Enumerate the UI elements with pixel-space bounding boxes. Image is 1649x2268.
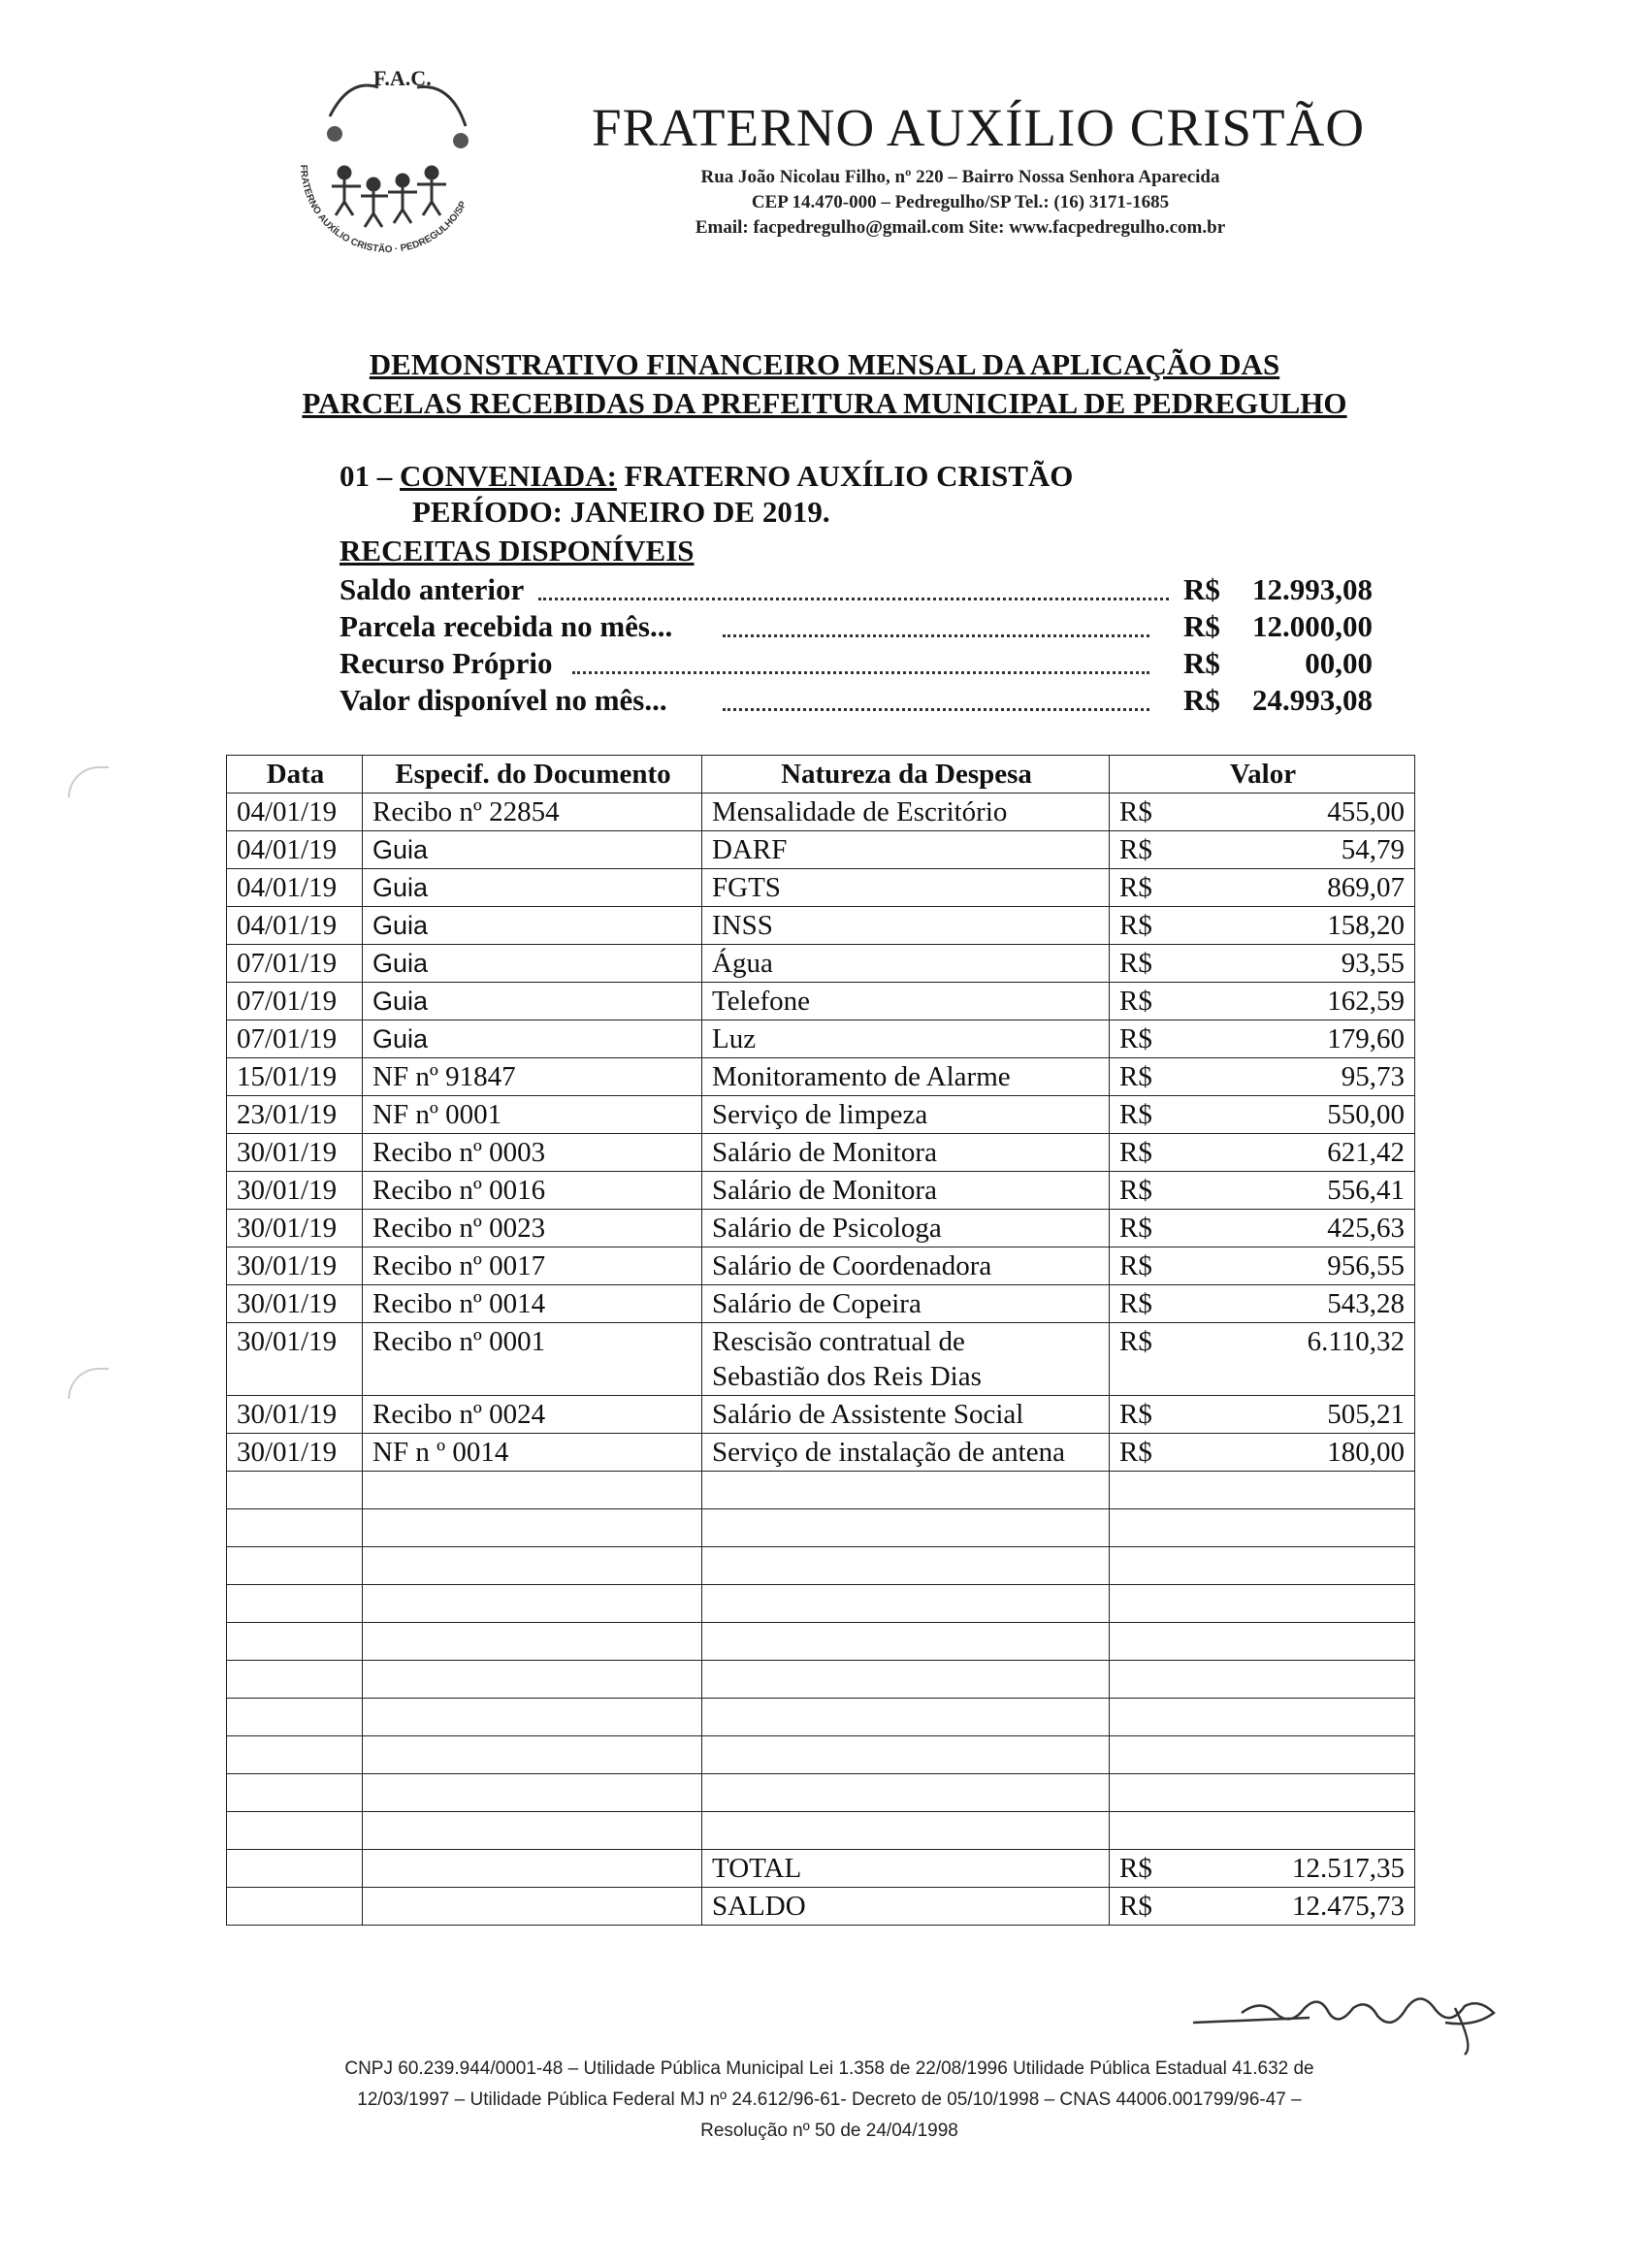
blank-cell <box>1110 1623 1415 1661</box>
table-row <box>227 1172 1415 1210</box>
document-title: PARCELAS RECEBIDAS DA PREFEITURA MUNICIPAL DE PEDREGULHO <box>302 386 1347 420</box>
blank-cell <box>702 1661 1110 1699</box>
receita-label: Valor disponível no mês... <box>340 683 667 717</box>
nature-cell <box>702 1210 1110 1247</box>
blank-cell <box>227 1736 363 1774</box>
total-row-label: TOTAL <box>702 1850 1110 1888</box>
blank-cell <box>363 1736 702 1774</box>
expense-table <box>226 755 1415 1926</box>
blank-cell <box>702 1509 1110 1547</box>
fac-logo <box>272 58 504 291</box>
document-cell: Guia <box>363 907 702 945</box>
total-row <box>227 1850 1415 1888</box>
value-cell <box>1110 1096 1415 1134</box>
nature-text: Salário de Copeira <box>712 1288 922 1319</box>
value-cell <box>1110 1021 1415 1058</box>
table-row <box>227 1210 1415 1247</box>
value-cell <box>1110 1285 1415 1323</box>
currency: R$ <box>1119 1326 1152 1357</box>
amount: 158,20 <box>1327 910 1405 941</box>
footer-line: Resolução nº 50 de 24/04/1998 <box>700 2121 958 2141</box>
nature-text: FGTS <box>712 872 781 903</box>
blank-cell <box>363 1472 702 1509</box>
document-cell: Recibo nº 0003 <box>363 1134 702 1172</box>
table-row <box>227 1247 1415 1285</box>
date-cell: 04/01/19 <box>227 907 363 945</box>
nature-cell <box>702 1323 1110 1396</box>
nature-cell <box>702 794 1110 831</box>
document-cell: Guia <box>363 983 702 1021</box>
blank-cell <box>227 1623 363 1661</box>
amount: 162,59 <box>1327 986 1405 1017</box>
date-cell: 30/01/19 <box>227 1323 363 1396</box>
blank-cell <box>227 1699 363 1736</box>
blank-cell <box>363 1661 702 1699</box>
svg-text:FRATERNO AUXÍLIO CRISTÃO · PED: FRATERNO AUXÍLIO CRISTÃO · PEDREGULHO/SP <box>297 164 469 256</box>
currency: R$ <box>1119 948 1152 979</box>
nature-text: INSS <box>712 910 773 941</box>
conveniada-label: CONVENIADA: <box>400 459 617 493</box>
document-cell: NF n º 0014 <box>363 1434 702 1472</box>
periodo: PERÍODO: JANEIRO DE 2019. <box>412 495 830 529</box>
currency: R$ <box>1119 1099 1152 1130</box>
receita-label: Saldo anterior <box>340 572 525 606</box>
value-cell <box>1110 1323 1415 1396</box>
currency: R$ <box>1119 1250 1152 1281</box>
document-cell: Guia <box>363 869 702 907</box>
date-cell: 30/01/19 <box>227 1134 363 1172</box>
currency: R$ <box>1119 1061 1152 1092</box>
column-header-nature: Natureza da Despesa <box>702 756 1110 794</box>
currency: R$ <box>1119 986 1152 1017</box>
nature-cell <box>702 869 1110 907</box>
signature <box>1183 1979 1504 2057</box>
amount: 543,28 <box>1327 1288 1405 1319</box>
date-cell: 04/01/19 <box>227 831 363 869</box>
document-cell: Recibo nº 0001 <box>363 1323 702 1396</box>
currency: R$ <box>1119 1437 1152 1468</box>
blank-row <box>227 1736 1415 1774</box>
blank-cell <box>702 1774 1110 1812</box>
blank-cell <box>702 1699 1110 1736</box>
currency: R$ <box>1119 1288 1152 1319</box>
blank-cell <box>363 1812 702 1850</box>
saldo-row-label: SALDO <box>702 1888 1110 1926</box>
blank-cell <box>227 1472 363 1509</box>
amount: 455,00 <box>1327 796 1405 827</box>
value-cell <box>1110 1247 1415 1285</box>
nature-cell <box>702 1134 1110 1172</box>
column-header-data: Data <box>227 756 363 794</box>
blank-cell <box>363 1699 702 1736</box>
currency: R$ <box>1119 1399 1152 1430</box>
blank-cell <box>1110 1661 1415 1699</box>
blank-row <box>227 1699 1415 1736</box>
blank-cell <box>227 1850 363 1888</box>
blank-row <box>227 1774 1415 1812</box>
column-header-value: Valor <box>1110 756 1415 794</box>
document-cell: Guia <box>363 1021 702 1058</box>
dot-leader <box>538 572 1169 600</box>
document-cell: Recibo nº 0016 <box>363 1172 702 1210</box>
blank-row <box>227 1623 1415 1661</box>
value-cell <box>1110 945 1415 983</box>
contact-line: Email: facpedregulho@gmail.com Site: www.facpedregulho.com.br <box>695 217 1226 238</box>
blank-cell <box>702 1623 1110 1661</box>
nature-cell <box>702 907 1110 945</box>
currency: R$ <box>1119 1023 1152 1054</box>
footer-line: 12/03/1997 – Utilidade Pública Federal MJ nº 24.612/96-61- Decreto de 05/10/1998 – CNAS 44006.001799/96-47 – <box>357 2090 1302 2110</box>
nature-cell <box>702 1021 1110 1058</box>
receitas-heading: RECEITAS DISPONÍVEIS <box>340 534 695 567</box>
currency: R$ <box>1119 1213 1152 1244</box>
blank-cell <box>227 1888 363 1926</box>
document-title: DEMONSTRATIVO FINANCEIRO MENSAL DA APLICAÇÃO DAS <box>369 347 1280 381</box>
nature-cell <box>702 831 1110 869</box>
blank-cell <box>1110 1699 1415 1736</box>
value-cell <box>1110 794 1415 831</box>
blank-cell <box>1110 1585 1415 1623</box>
table-row <box>227 869 1415 907</box>
punch-hole-mark <box>68 1368 109 1399</box>
nature-cell <box>702 1396 1110 1434</box>
table-row <box>227 1285 1415 1323</box>
nature-text: Sebastião dos Reis Dias <box>712 1361 982 1392</box>
document-cell: Guia <box>363 831 702 869</box>
receita-row: Valor disponível no mês... R$ 24.993,08 <box>340 683 1373 717</box>
blank-row <box>227 1472 1415 1509</box>
nature-cell <box>702 1434 1110 1472</box>
amount: 869,07 <box>1327 872 1405 903</box>
amount: 956,55 <box>1327 1250 1405 1281</box>
amount: 550,00 <box>1327 1099 1405 1130</box>
currency: R$ <box>1119 1853 1152 1884</box>
currency: R$ <box>1119 834 1152 865</box>
blank-row <box>227 1585 1415 1623</box>
amount: 12.517,35 <box>1292 1853 1405 1884</box>
conveniada-line <box>340 459 1073 494</box>
date-cell: 07/01/19 <box>227 945 363 983</box>
blank-cell <box>702 1585 1110 1623</box>
date-cell: 04/01/19 <box>227 869 363 907</box>
nature-text: Luz <box>712 1023 757 1054</box>
nature-cell <box>702 945 1110 983</box>
conveniada-value: FRATERNO AUXÍLIO CRISTÃO <box>624 459 1074 493</box>
document-cell: Recibo nº 0023 <box>363 1210 702 1247</box>
table-row <box>227 1058 1415 1096</box>
amount: 505,21 <box>1327 1399 1405 1430</box>
blank-row <box>227 1547 1415 1585</box>
document-cell: Recibo nº 0017 <box>363 1247 702 1285</box>
blank-cell <box>363 1547 702 1585</box>
date-cell: 07/01/19 <box>227 1021 363 1058</box>
blank-cell <box>702 1812 1110 1850</box>
blank-cell <box>702 1547 1110 1585</box>
blank-cell <box>1110 1774 1415 1812</box>
nature-text: Salário de Coordenadora <box>712 1250 992 1281</box>
blank-cell <box>363 1888 702 1926</box>
nature-text: Salário de Monitora <box>712 1137 937 1168</box>
nature-text: Serviço de limpeza <box>712 1099 928 1130</box>
blank-cell <box>702 1472 1110 1509</box>
blank-cell <box>1110 1472 1415 1509</box>
table-row <box>227 1323 1415 1396</box>
nature-text: Mensalidade de Escritório <box>712 796 1008 827</box>
document-cell: Recibo nº 0014 <box>363 1285 702 1323</box>
blank-cell <box>227 1661 363 1699</box>
currency: R$ <box>1119 796 1152 827</box>
value-cell <box>1110 831 1415 869</box>
table-row <box>227 907 1415 945</box>
nature-text: Salário de Psicologa <box>712 1213 942 1244</box>
table-body <box>227 794 1415 1926</box>
document-cell: NF nº 91847 <box>363 1058 702 1096</box>
value-cell <box>1110 869 1415 907</box>
currency: R$ <box>1119 910 1152 941</box>
currency: R$ <box>1119 1175 1152 1206</box>
date-cell: 15/01/19 <box>227 1058 363 1096</box>
nature-text: Serviço de instalação de antena <box>712 1437 1065 1468</box>
address-line: CEP 14.470-000 – Pedregulho/SP Tel.: (16) 3171-1685 <box>751 192 1170 212</box>
punch-hole-mark <box>68 766 109 797</box>
footer-line: CNPJ 60.239.944/0001-48 – Utilidade Pública Municipal Lei 1.358 de 22/08/1996 Utilidade Pública Estadual 41.632 de <box>344 2058 1314 2079</box>
amount: 95,73 <box>1341 1061 1405 1092</box>
currency: R$ <box>1119 872 1152 903</box>
date-cell: 07/01/19 <box>227 983 363 1021</box>
date-cell: 30/01/19 <box>227 1396 363 1434</box>
table-header-row <box>227 756 1415 794</box>
receita-row: Parcela recebida no mês... R$ 12.000,00 <box>340 609 1373 643</box>
value-cell <box>1110 1172 1415 1210</box>
blank-cell <box>363 1623 702 1661</box>
date-cell: 04/01/19 <box>227 794 363 831</box>
table-row <box>227 1096 1415 1134</box>
value-cell <box>1110 1058 1415 1096</box>
date-cell: 30/01/19 <box>227 1172 363 1210</box>
value-cell <box>1110 1210 1415 1247</box>
date-cell: 30/01/19 <box>227 1210 363 1247</box>
blank-cell <box>227 1812 363 1850</box>
table-row <box>227 794 1415 831</box>
nature-text: Salário de Monitora <box>712 1175 937 1206</box>
blank-cell <box>363 1585 702 1623</box>
blank-row <box>227 1812 1415 1850</box>
blank-cell <box>1110 1547 1415 1585</box>
table-row <box>227 1396 1415 1434</box>
column-header-document: Especif. do Documento <box>363 756 702 794</box>
value-cell <box>1110 1850 1415 1888</box>
amount: 6.110,32 <box>1307 1326 1405 1357</box>
table-row <box>227 983 1415 1021</box>
receita-label: Recurso Próprio <box>340 646 553 680</box>
nature-cell <box>702 1058 1110 1096</box>
dot-leader <box>723 609 1149 637</box>
nature-text: DARF <box>712 834 788 865</box>
blank-cell <box>1110 1736 1415 1774</box>
value-cell <box>1110 1134 1415 1172</box>
document-cell: Recibo nº 0024 <box>363 1396 702 1434</box>
table-row <box>227 945 1415 983</box>
value-cell <box>1110 1888 1415 1926</box>
blank-cell <box>227 1585 363 1623</box>
amount: 180,00 <box>1327 1437 1405 1468</box>
org-name: FRATERNO AUXÍLIO CRISTÃO <box>592 98 1366 157</box>
blank-cell <box>227 1774 363 1812</box>
blank-row <box>227 1509 1415 1547</box>
blank-cell <box>227 1509 363 1547</box>
receita-row: Recurso Próprio R$ 00,00 <box>340 646 1373 680</box>
table-row <box>227 1434 1415 1472</box>
receita-row: Saldo anterior R$ 12.993,08 <box>340 572 1373 606</box>
amount: 425,63 <box>1327 1213 1405 1244</box>
nature-cell <box>702 983 1110 1021</box>
blank-cell <box>363 1509 702 1547</box>
value-cell <box>1110 907 1415 945</box>
svg-text:F.A.C.: F.A.C. <box>373 66 432 90</box>
nature-cell <box>702 1247 1110 1285</box>
amount: 556,41 <box>1327 1175 1405 1206</box>
table-row <box>227 831 1415 869</box>
nature-text: Telefone <box>712 986 811 1017</box>
amount: 621,42 <box>1327 1137 1405 1168</box>
amount: 93,55 <box>1341 948 1405 979</box>
value-cell <box>1110 1396 1415 1434</box>
conveniada-prefix: 01 – <box>340 459 393 493</box>
nature-text: Salário de Assistente Social <box>712 1399 1024 1430</box>
document-cell: Recibo nº 22854 <box>363 794 702 831</box>
saldo-row <box>227 1888 1415 1926</box>
blank-cell <box>1110 1509 1415 1547</box>
currency: R$ <box>1119 1891 1152 1922</box>
date-cell: 30/01/19 <box>227 1247 363 1285</box>
document-cell: NF nº 0001 <box>363 1096 702 1134</box>
receita-label: Parcela recebida no mês... <box>340 609 673 643</box>
blank-row <box>227 1661 1415 1699</box>
amount: 54,79 <box>1341 834 1405 865</box>
nature-text: Monitoramento de Alarme <box>712 1061 1011 1092</box>
dot-leader <box>572 646 1149 674</box>
blank-cell <box>363 1774 702 1812</box>
blank-cell <box>702 1736 1110 1774</box>
blank-cell <box>227 1547 363 1585</box>
nature-cell <box>702 1172 1110 1210</box>
table-row <box>227 1134 1415 1172</box>
nature-text: Água <box>712 948 773 979</box>
blank-cell <box>1110 1812 1415 1850</box>
address-line: Rua João Nicolau Filho, nº 220 – Bairro Nossa Senhora Aparecida <box>700 167 1220 187</box>
nature-cell <box>702 1096 1110 1134</box>
document-cell: Guia <box>363 945 702 983</box>
amount: 12.475,73 <box>1292 1891 1405 1922</box>
amount: 179,60 <box>1327 1023 1405 1054</box>
currency: R$ <box>1119 1137 1152 1168</box>
nature-cell <box>702 1285 1110 1323</box>
value-cell <box>1110 1434 1415 1472</box>
dot-leader <box>723 683 1149 711</box>
blank-cell <box>363 1850 702 1888</box>
table-row <box>227 1021 1415 1058</box>
date-cell: 30/01/19 <box>227 1285 363 1323</box>
nature-text: Rescisão contratual de <box>712 1326 965 1357</box>
value-cell <box>1110 983 1415 1021</box>
date-cell: 30/01/19 <box>227 1434 363 1472</box>
date-cell: 23/01/19 <box>227 1096 363 1134</box>
